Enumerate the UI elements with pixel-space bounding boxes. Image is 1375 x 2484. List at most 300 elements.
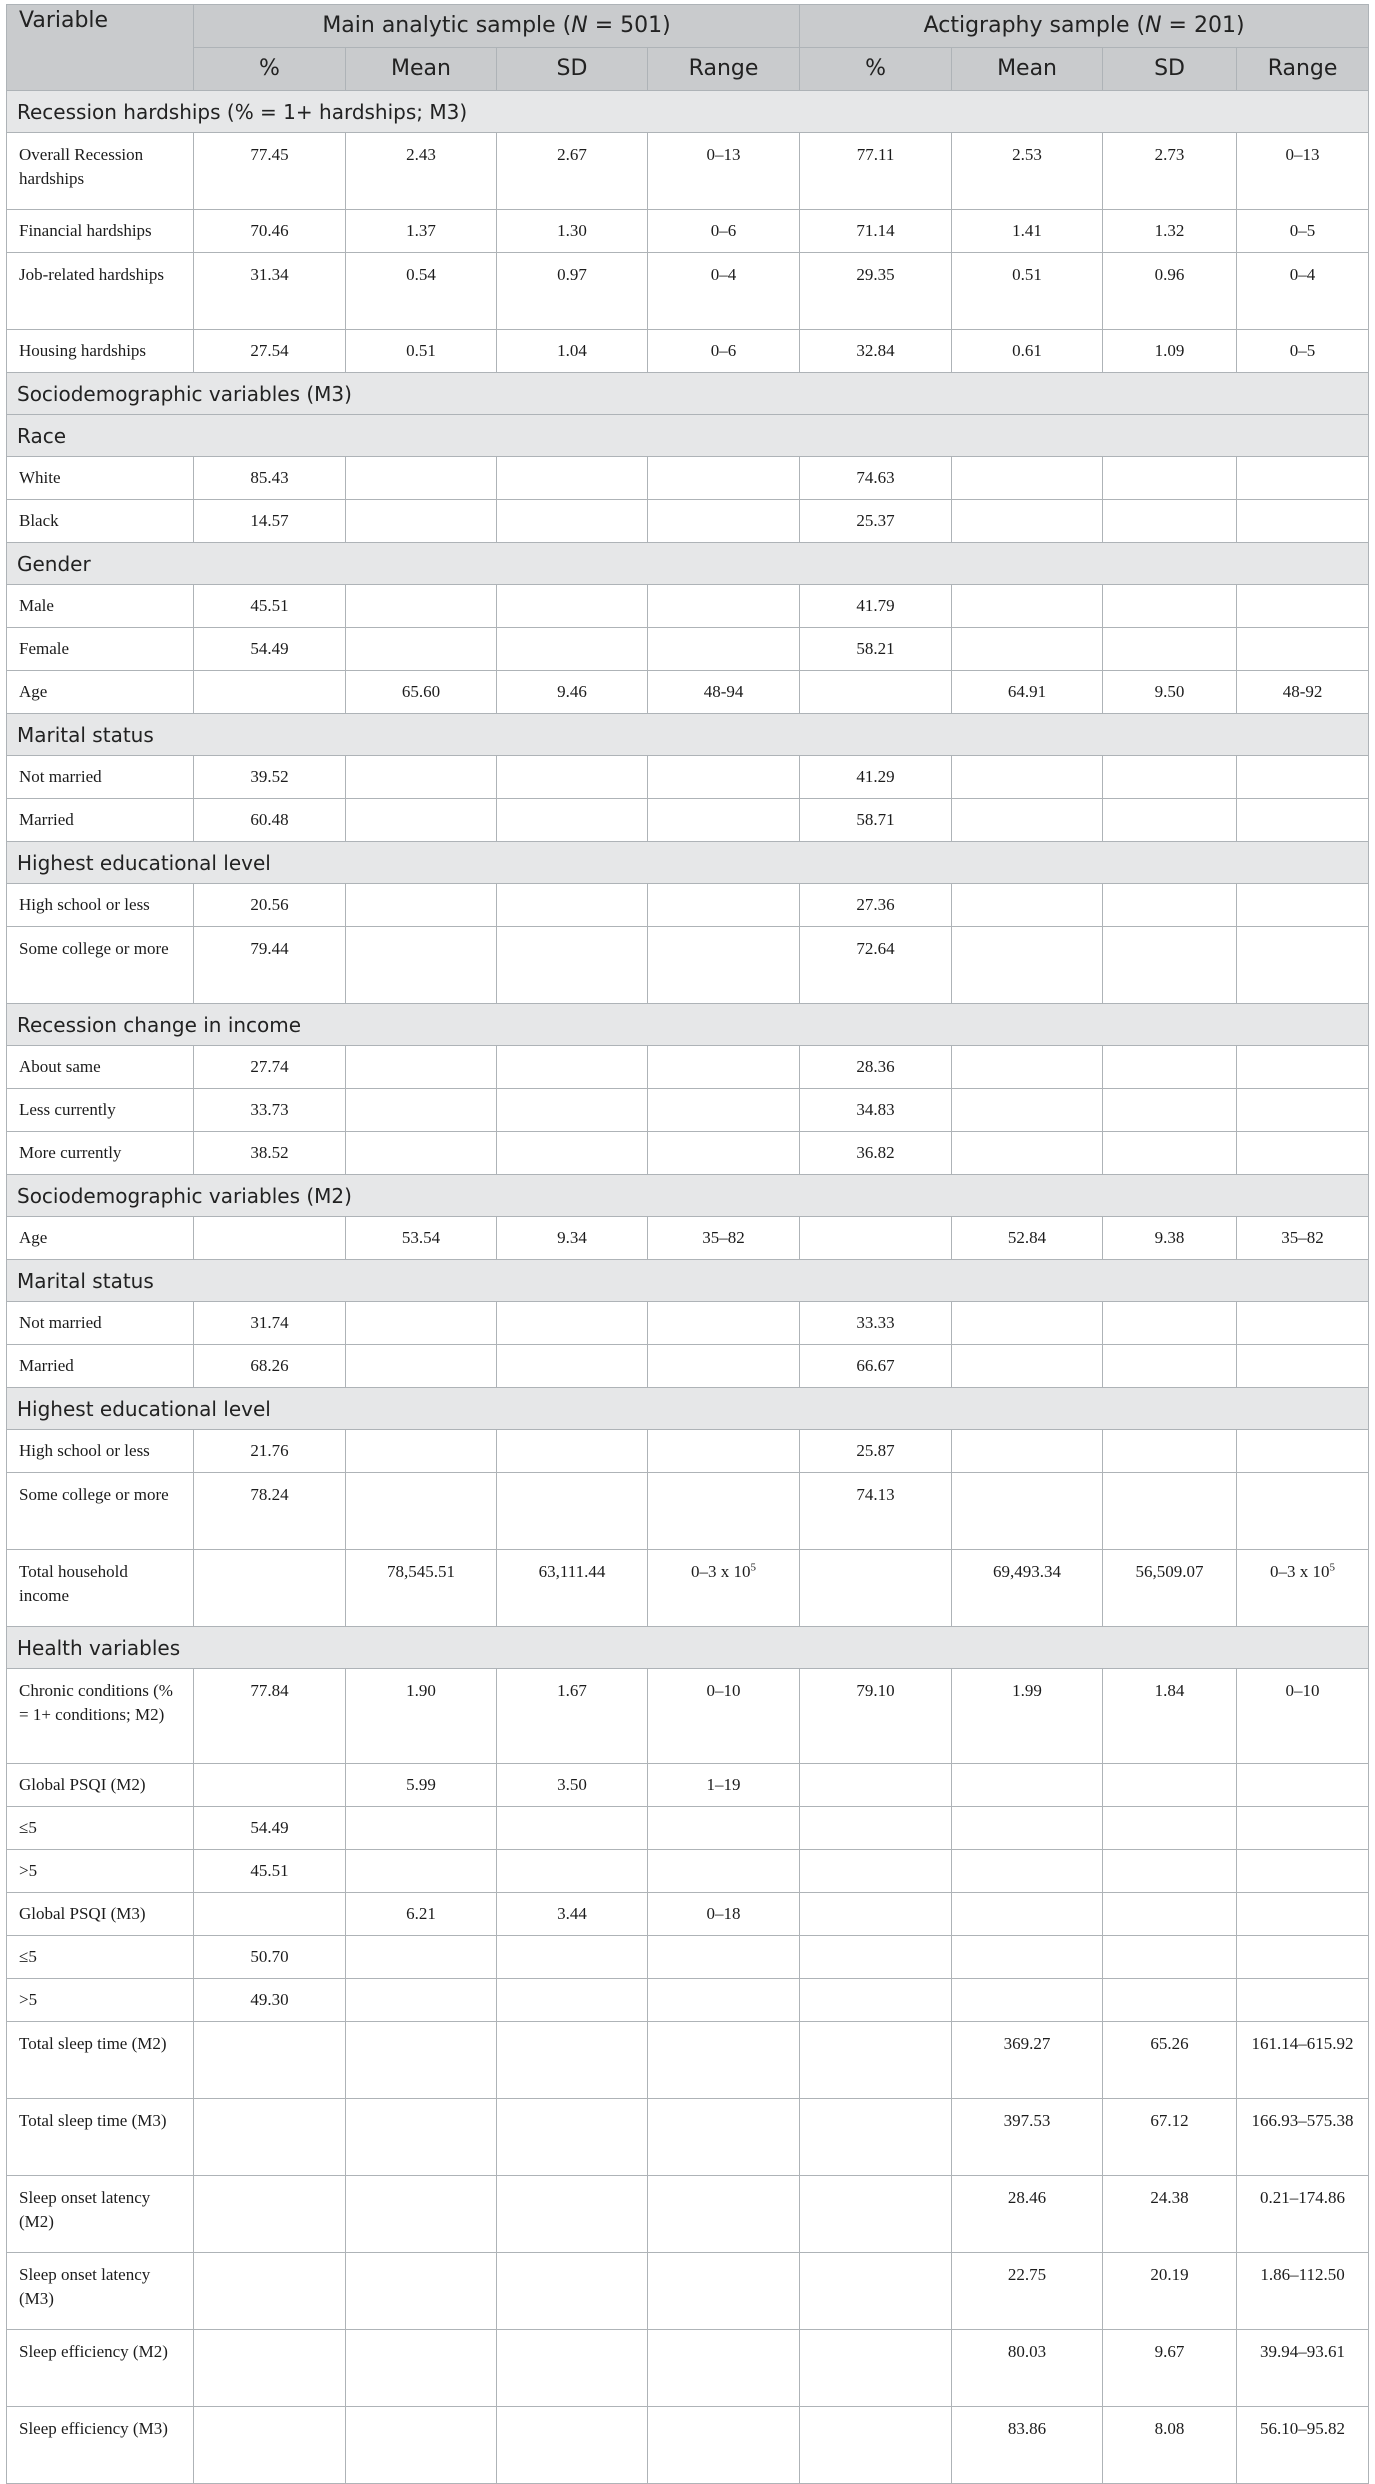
table-cell: [194, 2407, 346, 2484]
table-cell: 0–4: [1237, 253, 1369, 330]
row-label: Female: [7, 628, 194, 671]
row-label: Sleep onset latency (M3): [7, 2253, 194, 2330]
table-row: [7, 210, 1369, 253]
table-cell: [952, 756, 1103, 799]
table-cell: 1.32: [1103, 210, 1237, 253]
table-row: [7, 628, 1369, 671]
table-cell: [194, 1550, 346, 1627]
table-cell: 0.61: [952, 330, 1103, 373]
table-cell: 74.13: [800, 1473, 952, 1550]
table-cell: [800, 1893, 952, 1936]
table-cell: [346, 500, 497, 543]
table-cell: [800, 2176, 952, 2253]
table-cell: 28.36: [800, 1046, 952, 1089]
table-cell: [194, 2099, 346, 2176]
section-header-row: [7, 1388, 1369, 1430]
table-cell: 68.26: [194, 1345, 346, 1388]
table-cell: [648, 1132, 800, 1175]
section-label: Recession hardships (% = 1+ hardships; M3): [7, 91, 1369, 133]
table-cell: [800, 1979, 952, 2022]
table-cell: [952, 1936, 1103, 1979]
cell-exponent: 5: [1329, 1561, 1336, 1574]
table-cell: [648, 1089, 800, 1132]
table-cell: 39.94–93.61: [1237, 2330, 1369, 2407]
table-cell: [497, 1850, 648, 1893]
table-cell: 369.27: [952, 2022, 1103, 2099]
table-cell: [1103, 1893, 1237, 1936]
section-header-row: [7, 415, 1369, 457]
table-row: [7, 330, 1369, 373]
table-cell: [497, 799, 648, 842]
cell-exponent: 5: [750, 1561, 757, 1574]
act-group-suffix: = 201): [1161, 13, 1245, 38]
section-header-row: [7, 1260, 1369, 1302]
table-cell: 14.57: [194, 500, 346, 543]
table-cell: 64.91: [952, 671, 1103, 714]
table-cell: [497, 1089, 648, 1132]
section-label: Health variables: [7, 1627, 1369, 1669]
row-label: Age: [7, 671, 194, 714]
row-label: High school or less: [7, 1430, 194, 1473]
table-cell: [1237, 884, 1369, 927]
row-label: Global PSQI (M2): [7, 1764, 194, 1807]
table-cell: 60.48: [194, 799, 346, 842]
table-cell: 53.54: [346, 1217, 497, 1260]
table-cell: 5.99: [346, 1764, 497, 1807]
table-cell: [497, 1345, 648, 1388]
table-cell: [497, 756, 648, 799]
table-cell: 25.37: [800, 500, 952, 543]
row-label: Male: [7, 585, 194, 628]
table-row: [7, 927, 1369, 1004]
table-cell: [346, 1089, 497, 1132]
table-cell: 48-94: [648, 671, 800, 714]
table-cell: [1103, 927, 1237, 1004]
table-cell: 80.03: [952, 2330, 1103, 2407]
table-cell: [800, 1550, 952, 1627]
table-cell: [952, 585, 1103, 628]
table-cell: [346, 1132, 497, 1175]
table-cell: [1103, 628, 1237, 671]
table-cell: 0.51: [346, 330, 497, 373]
table-cell: 35–82: [648, 1217, 800, 1260]
table-cell: 65.60: [346, 671, 497, 714]
table-cell: 9.34: [497, 1217, 648, 1260]
table-cell: [1237, 585, 1369, 628]
table-cell: 21.76: [194, 1430, 346, 1473]
table-cell: [497, 1473, 648, 1550]
table-row: [7, 1669, 1369, 1764]
row-label: Less currently: [7, 1089, 194, 1132]
table-cell: [648, 1850, 800, 1893]
table-cell: 52.84: [952, 1217, 1103, 1260]
table-cell: [346, 1302, 497, 1345]
table-cell: [497, 927, 648, 1004]
table-cell: 1.04: [497, 330, 648, 373]
section-header-row: [7, 1175, 1369, 1217]
table-cell: [346, 2407, 497, 2484]
row-label: White: [7, 457, 194, 500]
row-label: Some college or more: [7, 927, 194, 1004]
table-cell: [1237, 927, 1369, 1004]
table-cell: 50.70: [194, 1936, 346, 1979]
table-cell: 0–6: [648, 330, 800, 373]
table-cell: [1103, 799, 1237, 842]
table-cell: 8.08: [1103, 2407, 1237, 2484]
row-label: Global PSQI (M3): [7, 1893, 194, 1936]
table-row: [7, 1979, 1369, 2022]
table-cell: 77.45: [194, 133, 346, 210]
column-header: %: [194, 48, 346, 91]
table-row: [7, 1302, 1369, 1345]
table-cell: 166.93–575.38: [1237, 2099, 1369, 2176]
table-row: [7, 2407, 1369, 2484]
table-cell: [952, 628, 1103, 671]
table-cell: 65.26: [1103, 2022, 1237, 2099]
table-cell: 22.75: [952, 2253, 1103, 2330]
section-label: Highest educational level: [7, 1388, 1369, 1430]
table-cell: [648, 927, 800, 1004]
table-cell: [952, 1430, 1103, 1473]
table-cell: 1.84: [1103, 1669, 1237, 1764]
table-cell: [497, 1430, 648, 1473]
table-cell: [1237, 1473, 1369, 1550]
table-cell: [1103, 1807, 1237, 1850]
table-row: [7, 133, 1369, 210]
table-cell: [952, 927, 1103, 1004]
table-cell: [1237, 1302, 1369, 1345]
row-label: Sleep efficiency (M3): [7, 2407, 194, 2484]
table-row: [7, 1046, 1369, 1089]
row-label: >5: [7, 1850, 194, 1893]
table-cell: [1237, 1089, 1369, 1132]
table-cell: [1237, 1345, 1369, 1388]
header-actigraphy-sample: [800, 5, 1369, 48]
table-cell: [346, 2022, 497, 2099]
table-cell: [952, 1089, 1103, 1132]
table-cell: 0.96: [1103, 253, 1237, 330]
section-header-row: [7, 543, 1369, 585]
table-cell: 28.46: [952, 2176, 1103, 2253]
table-cell: 0–10: [1237, 1669, 1369, 1764]
table-cell: 27.36: [800, 884, 952, 927]
row-label: More currently: [7, 1132, 194, 1175]
table-cell: [648, 628, 800, 671]
table-cell: 6.21: [346, 1893, 497, 1936]
row-label: Financial hardships: [7, 210, 194, 253]
table-cell: 79.10: [800, 1669, 952, 1764]
section-header-row: [7, 842, 1369, 884]
row-label: Some college or more: [7, 1473, 194, 1550]
table-row: [7, 585, 1369, 628]
table-cell: [648, 2099, 800, 2176]
table-cell: [952, 500, 1103, 543]
table-cell: [1103, 1132, 1237, 1175]
table-cell: 161.14–615.92: [1237, 2022, 1369, 2099]
table-cell: 54.49: [194, 1807, 346, 1850]
table-cell: [648, 500, 800, 543]
table-cell: 67.12: [1103, 2099, 1237, 2176]
table-row: [7, 884, 1369, 927]
table-cell: 41.29: [800, 756, 952, 799]
table-cell: [194, 671, 346, 714]
table-cell: [800, 1807, 952, 1850]
table-cell: [497, 1132, 648, 1175]
table-cell: [952, 457, 1103, 500]
table-cell: [648, 1807, 800, 1850]
column-header: Range: [648, 48, 800, 91]
table-cell: [952, 1807, 1103, 1850]
table-row: [7, 756, 1369, 799]
table-cell: [346, 2330, 497, 2407]
row-label: Job-related hardships: [7, 253, 194, 330]
table-cell: 1–19: [648, 1764, 800, 1807]
table-row: [7, 1807, 1369, 1850]
table-cell: 1.30: [497, 210, 648, 253]
section-header-row: [7, 714, 1369, 756]
table-cell: 20.56: [194, 884, 346, 927]
table-cell: 0–13: [1237, 133, 1369, 210]
table-cell: 85.43: [194, 457, 346, 500]
table-cell: [346, 1473, 497, 1550]
table-cell: [497, 1302, 648, 1345]
table-cell: [1103, 457, 1237, 500]
header-row-columns: [7, 48, 1369, 91]
table-cell: [952, 1850, 1103, 1893]
table-cell: 2.67: [497, 133, 648, 210]
table-cell: [800, 1936, 952, 1979]
main-group-prefix: Main analytic sample (: [322, 13, 572, 38]
table-cell: 31.74: [194, 1302, 346, 1345]
table-cell: [346, 799, 497, 842]
row-label: Black: [7, 500, 194, 543]
table-cell: [1237, 756, 1369, 799]
table-cell: [800, 1850, 952, 1893]
table-cell: [194, 1893, 346, 1936]
table-cell: 3.44: [497, 1893, 648, 1936]
table-cell: [1237, 1936, 1369, 1979]
table-cell: 38.52: [194, 1132, 346, 1175]
table-cell: [648, 1979, 800, 2022]
table-cell: [1103, 1979, 1237, 2022]
table-cell: [648, 2330, 800, 2407]
table-cell: [800, 2099, 952, 2176]
table-row: [7, 253, 1369, 330]
section-label: Highest educational level: [7, 842, 1369, 884]
table-cell: [1103, 1473, 1237, 1550]
table-cell: [346, 1345, 497, 1388]
row-label: Married: [7, 1345, 194, 1388]
table-cell: 0.21–174.86: [1237, 2176, 1369, 2253]
section-label: Marital status: [7, 714, 1369, 756]
row-label: Chronic conditions (% = 1+ conditions; M2): [7, 1669, 194, 1764]
table-cell: 74.63: [800, 457, 952, 500]
table-row: [7, 457, 1369, 500]
section-header-row: [7, 1627, 1369, 1669]
table-cell: [952, 799, 1103, 842]
table-cell: [800, 1764, 952, 1807]
table-row: [7, 2176, 1369, 2253]
table-row: [7, 1473, 1369, 1550]
table-cell: 45.51: [194, 585, 346, 628]
table-cell: 397.53: [952, 2099, 1103, 2176]
table-cell: [1103, 1302, 1237, 1345]
table-cell: 77.11: [800, 133, 952, 210]
row-label: Housing hardships: [7, 330, 194, 373]
table-cell: [648, 1430, 800, 1473]
table-cell: [346, 628, 497, 671]
table-cell: [648, 2176, 800, 2253]
table-cell: [800, 2253, 952, 2330]
table-cell: 48-92: [1237, 671, 1369, 714]
table-cell: [952, 1893, 1103, 1936]
descriptive-statistics-table: [6, 4, 1369, 2484]
table-cell: 1.99: [952, 1669, 1103, 1764]
table-cell: [648, 585, 800, 628]
table-cell: [952, 1979, 1103, 2022]
section-label: Gender: [7, 543, 1369, 585]
table-cell: [346, 2176, 497, 2253]
table-cell: [648, 799, 800, 842]
section-header-row: [7, 373, 1369, 415]
row-label: About same: [7, 1046, 194, 1089]
table-cell: [1103, 1850, 1237, 1893]
table-cell: [648, 1473, 800, 1550]
act-group-prefix: Actigraphy sample (: [923, 13, 1146, 38]
table-cell: 35–82: [1237, 1217, 1369, 1260]
table-cell: 77.84: [194, 1669, 346, 1764]
table-cell: 0–6: [648, 210, 800, 253]
act-group-n: N: [1145, 13, 1162, 38]
table-cell: [194, 1764, 346, 1807]
row-label: Sleep onset latency (M2): [7, 2176, 194, 2253]
table-row: [7, 1936, 1369, 1979]
table-cell: [648, 2022, 800, 2099]
table-cell: [1103, 1430, 1237, 1473]
table-cell: 66.67: [800, 1345, 952, 1388]
table-cell: [1237, 628, 1369, 671]
table-cell: 0–5: [1237, 210, 1369, 253]
table-cell: [346, 2253, 497, 2330]
table-cell: [346, 1850, 497, 1893]
table-cell: 9.46: [497, 671, 648, 714]
table-cell: [1103, 585, 1237, 628]
table-cell: 2.43: [346, 133, 497, 210]
table-cell: [497, 585, 648, 628]
table-cell: [346, 2099, 497, 2176]
table-cell: [1103, 1764, 1237, 1807]
table-cell: [497, 628, 648, 671]
table-cell: [497, 1046, 648, 1089]
row-label: Not married: [7, 756, 194, 799]
table-cell: 2.73: [1103, 133, 1237, 210]
table-cell: [497, 884, 648, 927]
table-cell: [1103, 1046, 1237, 1089]
row-label: ≤5: [7, 1807, 194, 1850]
table-cell: 78.24: [194, 1473, 346, 1550]
table-cell: [1237, 1979, 1369, 2022]
row-label: Total household income: [7, 1550, 194, 1627]
table-cell: 71.14: [800, 210, 952, 253]
table-cell: [497, 2022, 648, 2099]
table-cell: [1103, 756, 1237, 799]
table-cell: 33.73: [194, 1089, 346, 1132]
table-cell: [952, 1132, 1103, 1175]
table-cell: [1237, 500, 1369, 543]
row-label: Age: [7, 1217, 194, 1260]
table-cell: 9.67: [1103, 2330, 1237, 2407]
table-cell: [952, 1046, 1103, 1089]
table-row: [7, 799, 1369, 842]
column-header: SD: [497, 48, 648, 91]
table-cell: [648, 884, 800, 927]
table-cell: [497, 2330, 648, 2407]
table-cell: 0–10: [648, 1669, 800, 1764]
table-cell: 79.44: [194, 927, 346, 1004]
table-cell: [1237, 1893, 1369, 1936]
table-cell: [1237, 1430, 1369, 1473]
table-cell: 54.49: [194, 628, 346, 671]
table-row: [7, 1764, 1369, 1807]
table-cell: 1.41: [952, 210, 1103, 253]
table-cell: [497, 2099, 648, 2176]
table-cell: [346, 756, 497, 799]
table-cell: [346, 585, 497, 628]
table-cell: 63,111.44: [497, 1550, 648, 1627]
section-label: Sociodemographic variables (M2): [7, 1175, 1369, 1217]
table-cell: 83.86: [952, 2407, 1103, 2484]
table-body: [7, 5, 1369, 2484]
table-cell: 0–18: [648, 1893, 800, 1936]
table-row: [7, 1893, 1369, 1936]
table-cell: [952, 1302, 1103, 1345]
table-cell: [346, 884, 497, 927]
cell-base: 0–3 x 10: [1270, 1562, 1330, 1581]
table-cell: 78,545.51: [346, 1550, 497, 1627]
table-cell: 1.67: [497, 1669, 648, 1764]
table-cell: [1237, 457, 1369, 500]
table-row: [7, 2330, 1369, 2407]
table-cell: [497, 2253, 648, 2330]
table-row: [7, 2022, 1369, 2099]
table-cell: 1.09: [1103, 330, 1237, 373]
row-label: ≤5: [7, 1936, 194, 1979]
table-cell: [1103, 1345, 1237, 1388]
table-row: [7, 1430, 1369, 1473]
table-cell: [648, 1046, 800, 1089]
table-cell: [1237, 799, 1369, 842]
table-row: [7, 1345, 1369, 1388]
table-cell: [346, 1936, 497, 1979]
row-label: Sleep efficiency (M2): [7, 2330, 194, 2407]
table-cell: 36.82: [800, 1132, 952, 1175]
table-cell: 27.74: [194, 1046, 346, 1089]
table-cell: [346, 1046, 497, 1089]
table-cell: 1.86–112.50: [1237, 2253, 1369, 2330]
table-cell: [952, 1473, 1103, 1550]
table-cell: [497, 1936, 648, 1979]
table-cell: [346, 457, 497, 500]
table-cell: [800, 2407, 952, 2484]
table-cell: [648, 457, 800, 500]
row-label: Total sleep time (M2): [7, 2022, 194, 2099]
table-cell: [648, 2407, 800, 2484]
table-cell: [648, 1550, 800, 1627]
row-label: Total sleep time (M3): [7, 2099, 194, 2176]
table-cell: 34.83: [800, 1089, 952, 1132]
row-label: Married: [7, 799, 194, 842]
table-cell: 56,509.07: [1103, 1550, 1237, 1627]
